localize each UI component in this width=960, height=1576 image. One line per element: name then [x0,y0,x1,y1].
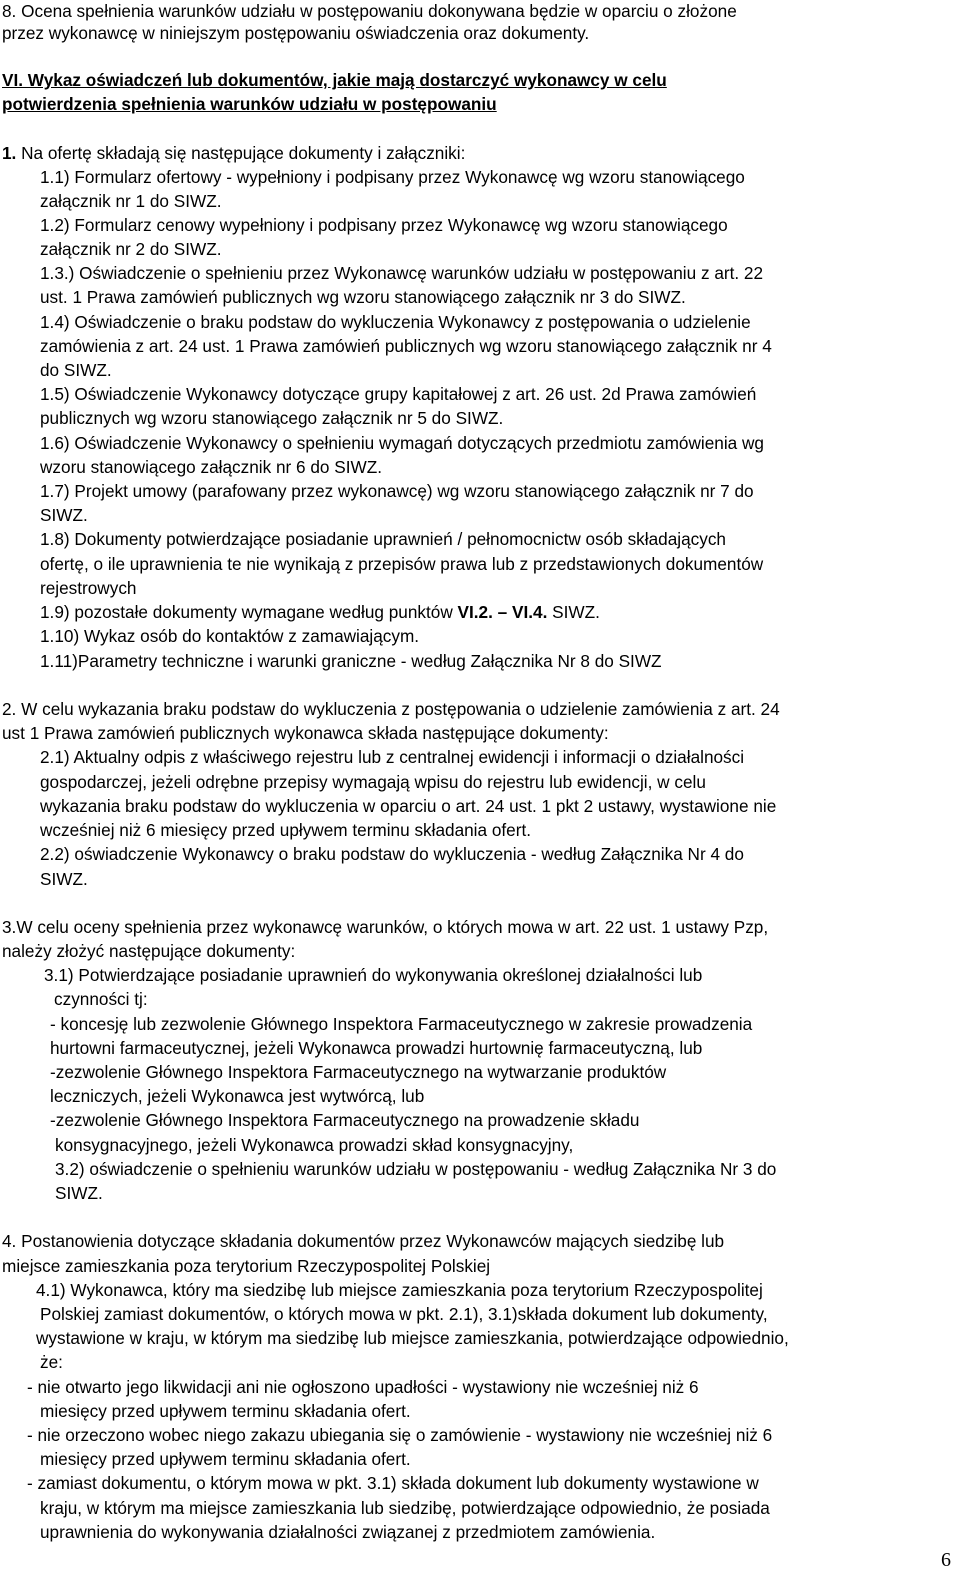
section-vi-heading-line-1: VI. Wykaz oświadczeń lub dokumentów, jakie mają dostarczyć wykonawcy w celu [2,70,667,90]
section-vi-heading-line-2: potwierdzenia spełnienia warunków udziału w postępowaniu [2,94,497,114]
bullet-2-line-1: - nie orzeczono wobec niego zakazu ubiegania się o zamówienie - wystawiony nie wcześniej niż 6 [27,1425,773,1445]
item-2-2-line-2: SIWZ. [40,869,88,889]
item-1-9-ref-2: VI.4. [512,602,548,622]
item-2-1-line-2: gospodarczej, jeżeli odrębne przepisy wymagają wpisu do rejestru lub ewidencji, w celu [40,772,706,792]
page-number: 6 [941,1549,951,1571]
bullet-1-line-2: miesięcy przed upływem terminu składania ofert. [40,1401,411,1421]
item-1-9-ref-1: VI.2. [457,602,493,622]
dash-3-line-2: konsygnacyjnego, jeżeli Wykonawca prowadzi skład konsygnacyjny, [55,1135,574,1155]
item-4-1-line-2: Polskiej zamiast dokumentów, o których mowa w pkt. 2.1), 3.1)składa dokument lub dokumenty, [40,1304,768,1324]
item-1-4-line-1: 1.4) Oświadczenie o braku podstaw do wykluczenia Wykonawcy z postępowania o udzielenie [40,312,751,332]
item-1-1-line-2: załącznik nr 1 do SIWZ. [40,191,222,211]
item-3-1-line-2: czynności tj: [54,989,148,1009]
bullet-3-line-2: kraju, w którym ma miejsce zamieszkania lub siedzibę, potwierdzające odpowiednio, że posiada [40,1498,770,1518]
item-1-1-line-1: 1.1) Formularz ofertowy - wypełniony i podpisany przez Wykonawcę wg wzoru stanowiącego [40,167,745,187]
item-1-4-line-3: do SIWZ. [40,360,112,380]
item-1-9-dash: – [492,602,512,622]
item-1-8-line-1: 1.8) Dokumenty potwierdzające posiadanie uprawnień / pełnomocnictw osób składających [40,529,726,549]
item-1-7-line-2: SIWZ. [40,505,88,525]
item-4-1-line-3: wystawione w kraju, w którym ma siedzibę lub miejsce zamieszkania, potwierdzające odpowiednio, [36,1328,789,1348]
item-4-1-line-4: że: [40,1352,63,1372]
point-2-line-1: 2. W celu wykazania braku podstaw do wykluczenia z postępowania o udzielenie zamówienia z art. 24 [2,699,780,719]
item-1-3-line-1: 1.3.) Oświadczenie o spełnieniu przez Wykonawcę warunków udziału w postępowaniu z art. 22 [40,263,764,283]
item-3-2-line-2: SIWZ. [55,1183,103,1203]
point-2-line-2: ust 1 Prawa zamówień publicznych wykonawca składa następujące dokumenty: [2,723,609,743]
bullet-3-line-3: uprawnienia do wykonywania działalności związanej z przedmiotem zamówienia. [40,1522,656,1542]
item-1-2-line-2: załącznik nr 2 do SIWZ. [40,239,222,259]
bullet-2-line-2: miesięcy przed upływem terminu składania ofert. [40,1449,411,1469]
point-4-line-1: 4. Postanowienia dotyczące składania dokumentów przez Wykonawców mających siedzibę lub [2,1231,725,1251]
dash-1-line-1: - koncesję lub zezwolenie Głównego Inspektora Farmaceutycznego w zakresie prowadzenia [50,1014,753,1034]
point-1-number: 1. [2,143,17,163]
point-3-line-2: należy złożyć następujące dokumenty: [2,941,296,961]
point-3-line-1: 3.W celu oceny spełnienia przez wykonawcę warunków, o których mowa w art. 22 ust. 1 ustawy Pzp, [2,917,769,937]
section-8-line-2: przez wykonawcę w niniejszym postępowaniu oświadczenia oraz dokumenty. [2,23,590,43]
item-1-7-line-1: 1.7) Projekt umowy (parafowany przez wykonawcę) wg wzoru stanowiącego załącznik nr 7 do [40,481,754,501]
item-1-2-line-1: 1.2) Formularz cenowy wypełniony i podpisany przez Wykonawcę wg wzoru stanowiącego [40,215,728,235]
item-3-1-line-1: 3.1) Potwierdzające posiadanie uprawnień do wykonywania określonej działalności lub [44,965,703,985]
item-1-3-line-2: ust. 1 Prawa zamówień publicznych wg wzoru stanowiącego załącznik nr 3 do SIWZ. [40,287,686,307]
item-1-11: 1.11)Parametry techniczne i warunki graniczne - według Załącznika Nr 8 do SIWZ [40,651,662,671]
dash-3-line-1: -zezwolenie Głównego Inspektora Farmaceutycznego na prowadzenie składu [50,1110,640,1130]
item-2-2-line-1: 2.2) oświadczenie Wykonawcy o braku podstaw do wykluczenia - według Załącznika Nr 4 do [40,844,744,864]
section-8-line-1: 8. Ocena spełnienia warunków udziału w postępowaniu dokonywana będzie w oparciu o złożone [2,1,737,21]
item-3-2-line-1: 3.2) oświadczenie o spełnieniu warunków udziału w postępowaniu - według Załącznika Nr 3 do [55,1159,777,1179]
item-2-1-line-1: 2.1) Aktualny odpis z właściwego rejestru lub z centralnej ewidencji i informacji o działalności [40,747,745,767]
item-1-4-line-2: zamówienia z art. 24 ust. 1 Prawa zamówień publicznych wg wzoru stanowiącego załącznik nr 4 [40,336,772,356]
item-2-1-line-3: wykazania braku podstaw do wykluczenia w oparciu o art. 24 ust. 1 pkt 2 ustawy, wystawione nie [40,796,777,816]
item-1-8-line-2: ofertę, o ile uprawnienia te nie wynikają z przepisów prawa lub z przedstawionych dokumentów [40,554,764,574]
item-1-6-line-1: 1.6) Oświadczenie Wykonawcy o spełnieniu wymagań dotyczących przedmiotu zamówienia wg [40,433,764,453]
point-1-heading [2,142,465,164]
item-1-5-line-2: publicznych wg wzoru stanowiącego załącznik nr 5 do SIWZ. [40,408,504,428]
item-1-5-line-1: 1.5) Oświadczenie Wykonawcy dotyczące grupy kapitałowej z art. 26 ust. 2d Prawa zamówień [40,384,757,404]
dash-2-line-2: leczniczych, jeżeli Wykonawca jest wytwórcą, lub [50,1086,425,1106]
item-1-8-line-3: rejestrowych [40,578,137,598]
item-1-9-text: 1.9) pozostałe dokumenty wymagane według punktów [40,602,458,622]
item-2-1-line-4: wcześniej niż 6 miesięcy przed upływem terminu składania ofert. [40,820,532,840]
dash-2-line-1: -zezwolenie Głównego Inspektora Farmaceutycznego na wytwarzanie produktów [50,1062,667,1082]
item-1-6-line-2: wzoru stanowiącego załącznik nr 6 do SIWZ. [40,457,382,477]
bullet-3-line-1: - zamiast dokumentu, o którym mowa w pkt. 3.1) składa dokument lub dokumenty wystawione w [27,1473,759,1493]
item-1-10: 1.10) Wykaz osób do kontaktów z zamawiającym. [40,626,420,646]
item-4-1-line-1: 4.1) Wykonawca, który ma siedzibę lub miejsce zamieszkania poza terytorium Rzeczypospolitej [36,1280,763,1300]
point-4-line-2: miejsce zamieszkania poza terytorium Rzeczypospolitej Polskiej [2,1256,491,1276]
item-1-9 [40,601,600,623]
item-1-9-suffix: SIWZ. [547,602,600,622]
dash-1-line-2: hurtowni farmaceutycznej, jeżeli Wykonawca prowadzi hurtownię farmaceutyczną, lub [50,1038,703,1058]
point-1-text: Na ofertę składają się następujące dokumenty i załączniki: [16,143,466,163]
bullet-1-line-1: - nie otwarto jego likwidacji ani nie ogłoszono upadłości - wystawiony nie wcześniej niż 6 [27,1377,699,1397]
